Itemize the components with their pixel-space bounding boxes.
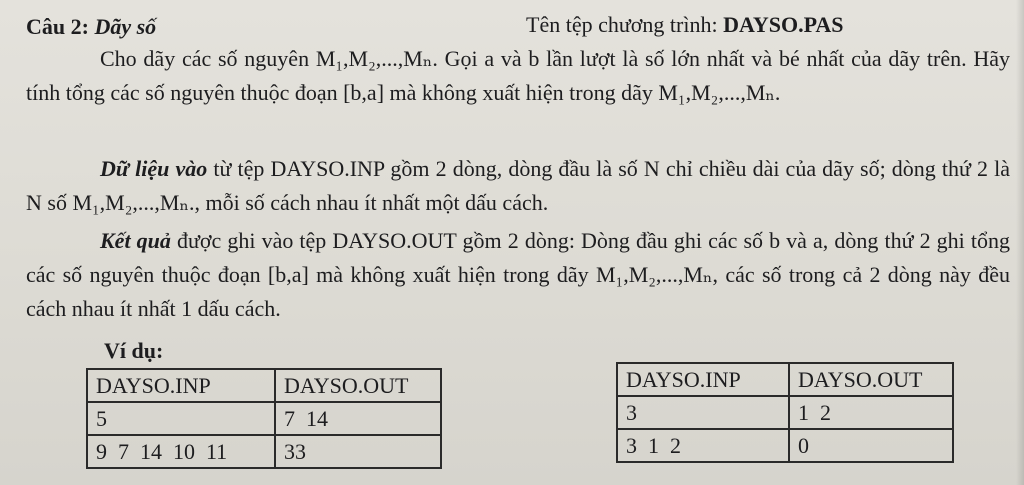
table-row: [87, 435, 441, 468]
filename-value: DAYSO.PAS: [723, 12, 844, 37]
table-cell: 0: [789, 429, 953, 462]
example-table-1: [86, 368, 442, 469]
table-cell: 5: [87, 402, 275, 435]
table-header-cell: DAYSO.INP: [87, 369, 275, 402]
table-cell: 3: [617, 396, 789, 429]
problem-header: [26, 8, 994, 42]
table-header-row: [87, 369, 441, 402]
table-cell: 33: [275, 435, 441, 468]
example-table-2: [616, 362, 954, 463]
table-cell: 3 1 2: [617, 429, 789, 462]
problem-statement-text: Cho dãy các số nguyên M₁,M₂,...,Mₙ. Gọi a và b lần lượt là số lớn nhất và bé nhất của dãy trên. Hãy tính tổng các số nguyên thuộc đoạn [b,a] mà không xuất hiện trong dãy M₁,M₂,...,Mₙ.: [26, 46, 1010, 105]
table-row: [87, 402, 441, 435]
table-cell: 1 2: [789, 396, 953, 429]
output-description: [26, 224, 1010, 326]
input-heading: Dữ liệu vào: [100, 156, 208, 181]
problem-title: [26, 14, 156, 40]
table-header-cell: DAYSO.INP: [617, 363, 789, 396]
page-edge-shadow: [1016, 0, 1024, 485]
input-description-text: từ tệp DAYSO.INP gồm 2 dòng, dòng đầu là số N chỉ chiều dài của dãy số; dòng thứ 2 là N số M₁,M₂,...,Mₙ., mỗi số cách nhau ít nhất một dấu cách.: [26, 156, 1010, 215]
table-header-cell: DAYSO.OUT: [789, 363, 953, 396]
output-description-text: được ghi vào tệp DAYSO.OUT gồm 2 dòng: Dòng đầu ghi các số b và a, dòng thứ 2 ghi tổng các số nguyên thuộc đoạn [b,a] mà không xuất hiện trong dãy M₁,M₂,...,Mₙ, các số trong cả 2 dòng này đều cách nhau ít nhất 1 dấu cách.: [26, 228, 1010, 321]
input-description: [26, 152, 1010, 220]
example-label: Ví dụ:: [104, 338, 164, 363]
table-cell: 9 7 14 10 11: [87, 435, 275, 468]
table-header-cell: DAYSO.OUT: [275, 369, 441, 402]
table-row: [617, 429, 953, 462]
table-header-row: [617, 363, 953, 396]
filename-label: Tên tệp chương trình:: [526, 12, 724, 37]
table-cell: 7 14: [275, 402, 441, 435]
problem-number: Câu 2:: [26, 14, 95, 39]
program-filename: [526, 12, 844, 38]
table-row: [617, 396, 953, 429]
problem-statement: [26, 42, 1010, 110]
problem-topic: Dãy số: [94, 14, 157, 39]
output-heading: Kết quả: [100, 228, 171, 253]
